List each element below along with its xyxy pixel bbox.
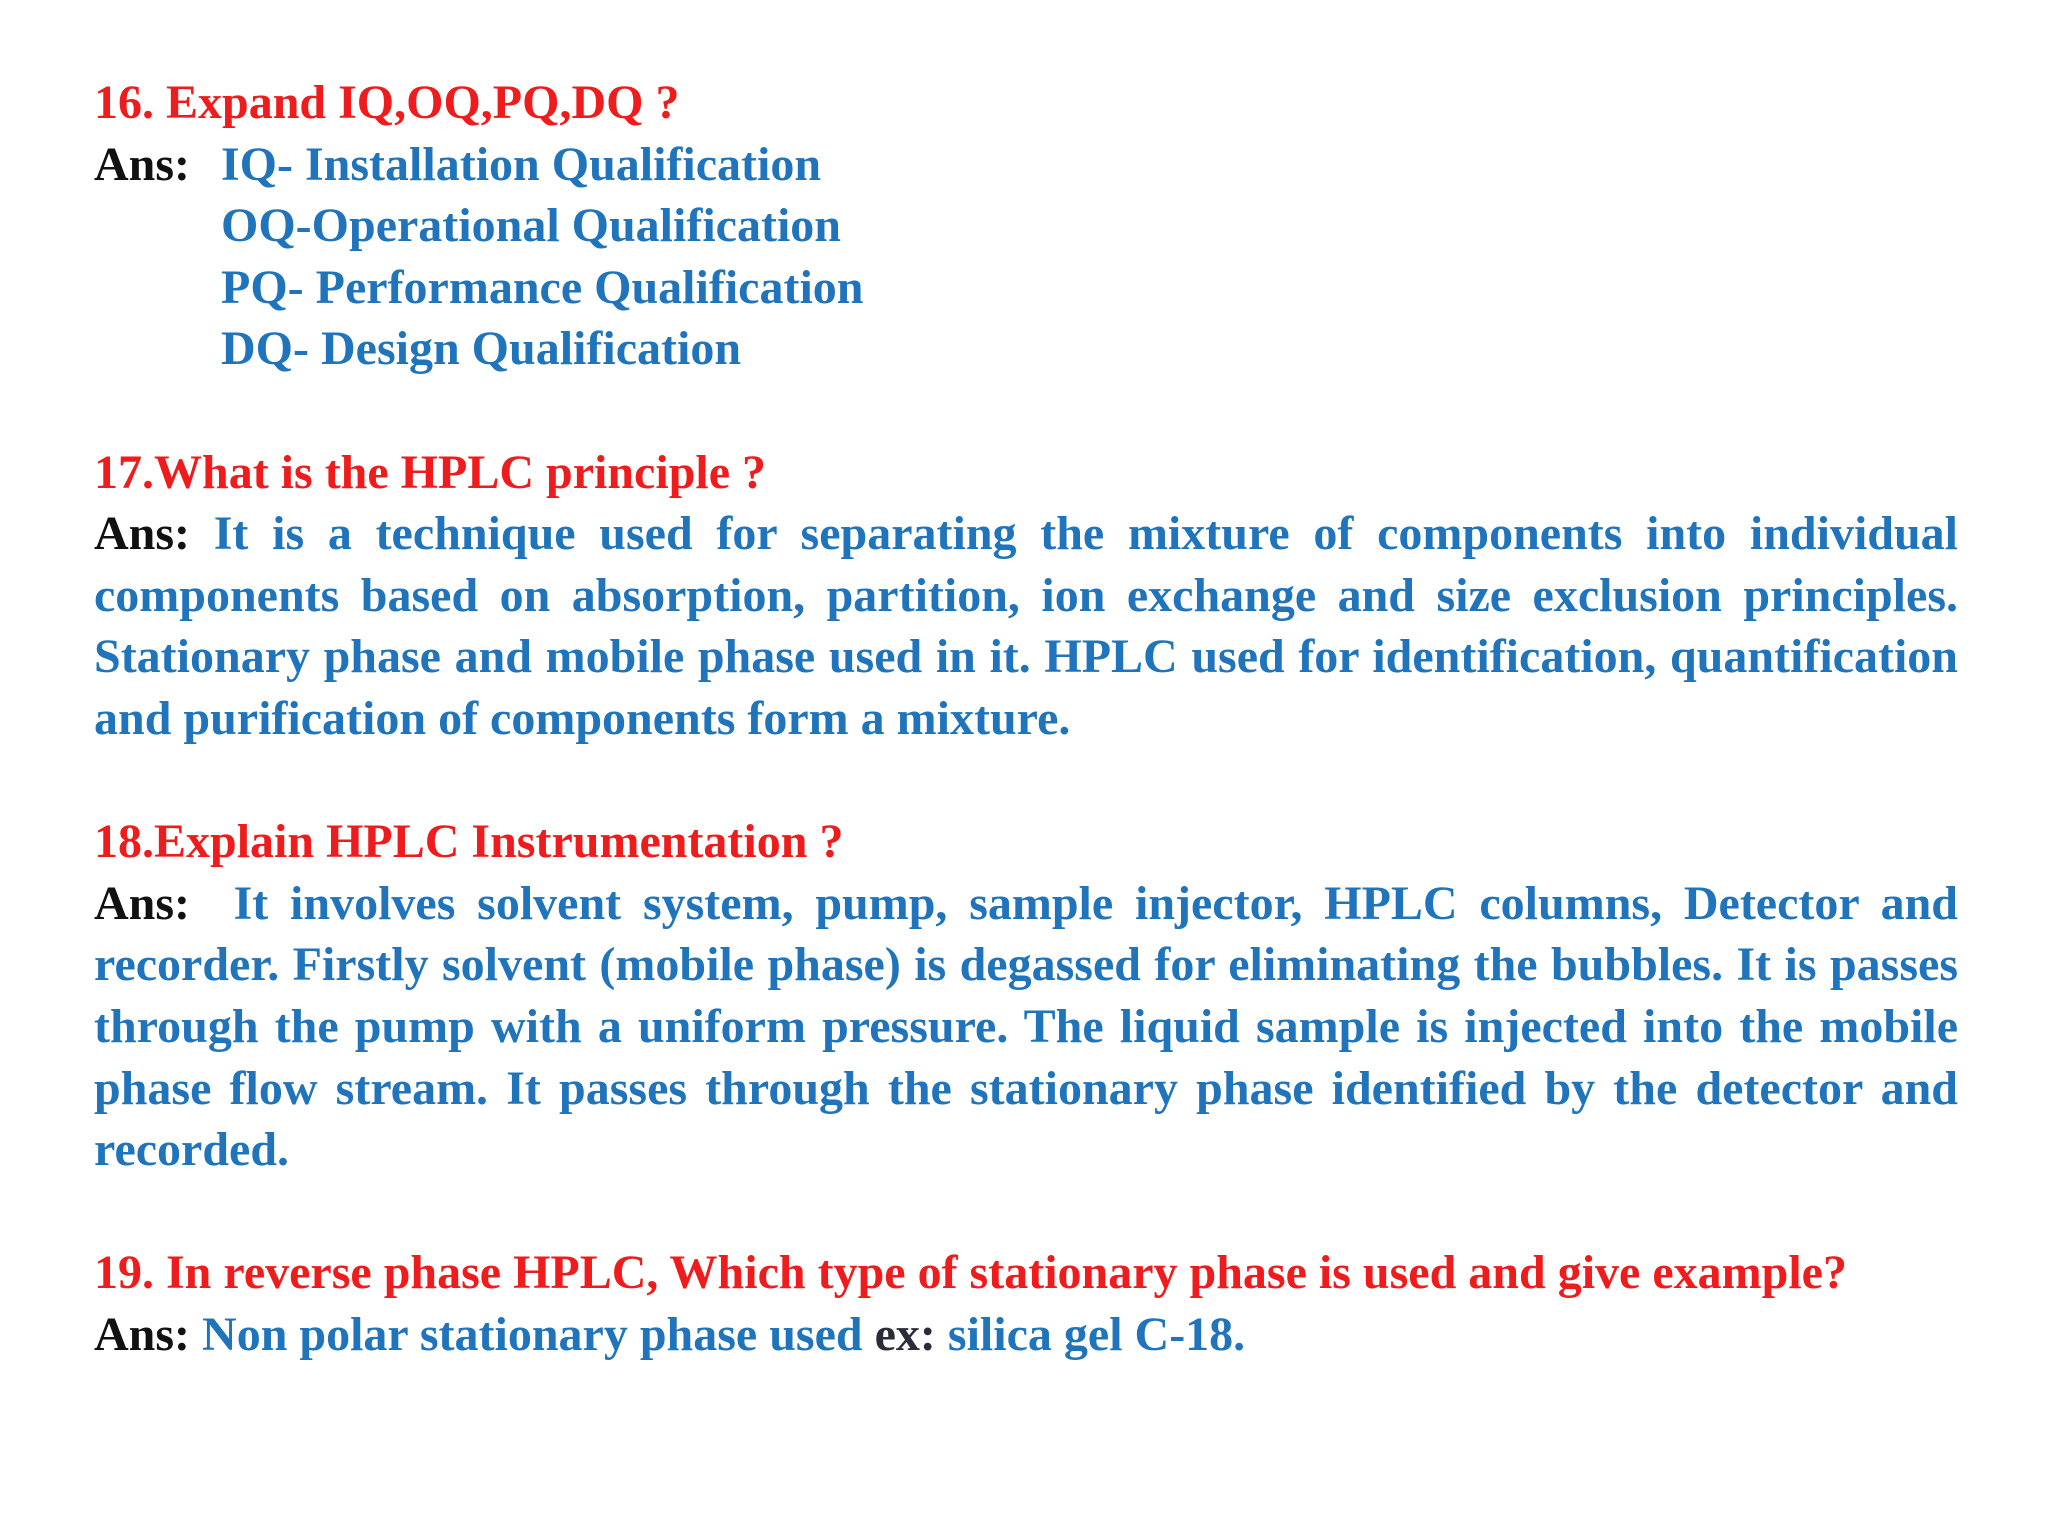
answer-19-label: Ans:: [94, 1307, 191, 1361]
document-page: [94, 72, 1958, 1365]
answer-16-row-1: [94, 134, 1958, 196]
answer-16-item-dq: DQ- Design Qualification: [221, 322, 742, 376]
answer-16-row-2: [94, 195, 1958, 257]
answer-19-ex-label: ex:: [874, 1307, 936, 1361]
question-18-title: 18.Explain HPLC Instrumentation ?: [94, 815, 844, 869]
question-19-section: [94, 1242, 1958, 1365]
answer-16-label: Ans:: [94, 137, 191, 191]
question-19-title: 19. In reverse phase HPLC, Which type of stationary phase is used and give example?: [94, 1246, 1847, 1300]
question-16-title: 16. Expand IQ,OQ,PQ,DQ ?: [94, 76, 680, 129]
answer-16-item-iq: IQ- Installation Qualification: [221, 137, 822, 191]
question-16-section: [94, 72, 1958, 380]
answer-19-text-part2: silica gel C-18.: [947, 1307, 1246, 1361]
answer-19-text-part1: Non polar stationary phase used: [202, 1307, 863, 1361]
answer-19-paragraph: [94, 1304, 1958, 1366]
answer-18-paragraph: [94, 873, 1958, 1181]
answer-16-item-oq: OQ-Operational Qualification: [221, 199, 841, 253]
answer-17-paragraph: [94, 503, 1958, 749]
question-18-section: [94, 811, 1958, 1181]
answer-18-label: Ans:: [94, 876, 191, 930]
answer-16-row-4: [94, 318, 1958, 380]
answer-16-item-pq: PQ- Performance Qualification: [221, 260, 864, 314]
question-17-title: 17.What is the HPLC principle ?: [94, 445, 767, 499]
answer-16-row-3: [94, 257, 1958, 319]
question-17-section: [94, 442, 1958, 750]
answer-18-text: It involves solvent system, pump, sample injector, HPLC columns, Detector and recorder. Firstly solvent (mobile phase) is degassed for eliminating the bubbles. It is passes through the pump with a uniform pressure. The liquid sample is injected into the mobile phase flow stream. It passes through the stationary phase identified by the detector and recorded.: [94, 876, 1958, 1177]
answer-17-text: It is a technique used for separating the mixture of components into individual components based on absorption, partition, ion exchange and size exclusion principles. Stationary phase and mobile phase used in it. HPLC used for identification, quantification and purification of components form a mixture.: [94, 507, 1959, 745]
answer-17-label: Ans:: [94, 507, 191, 561]
